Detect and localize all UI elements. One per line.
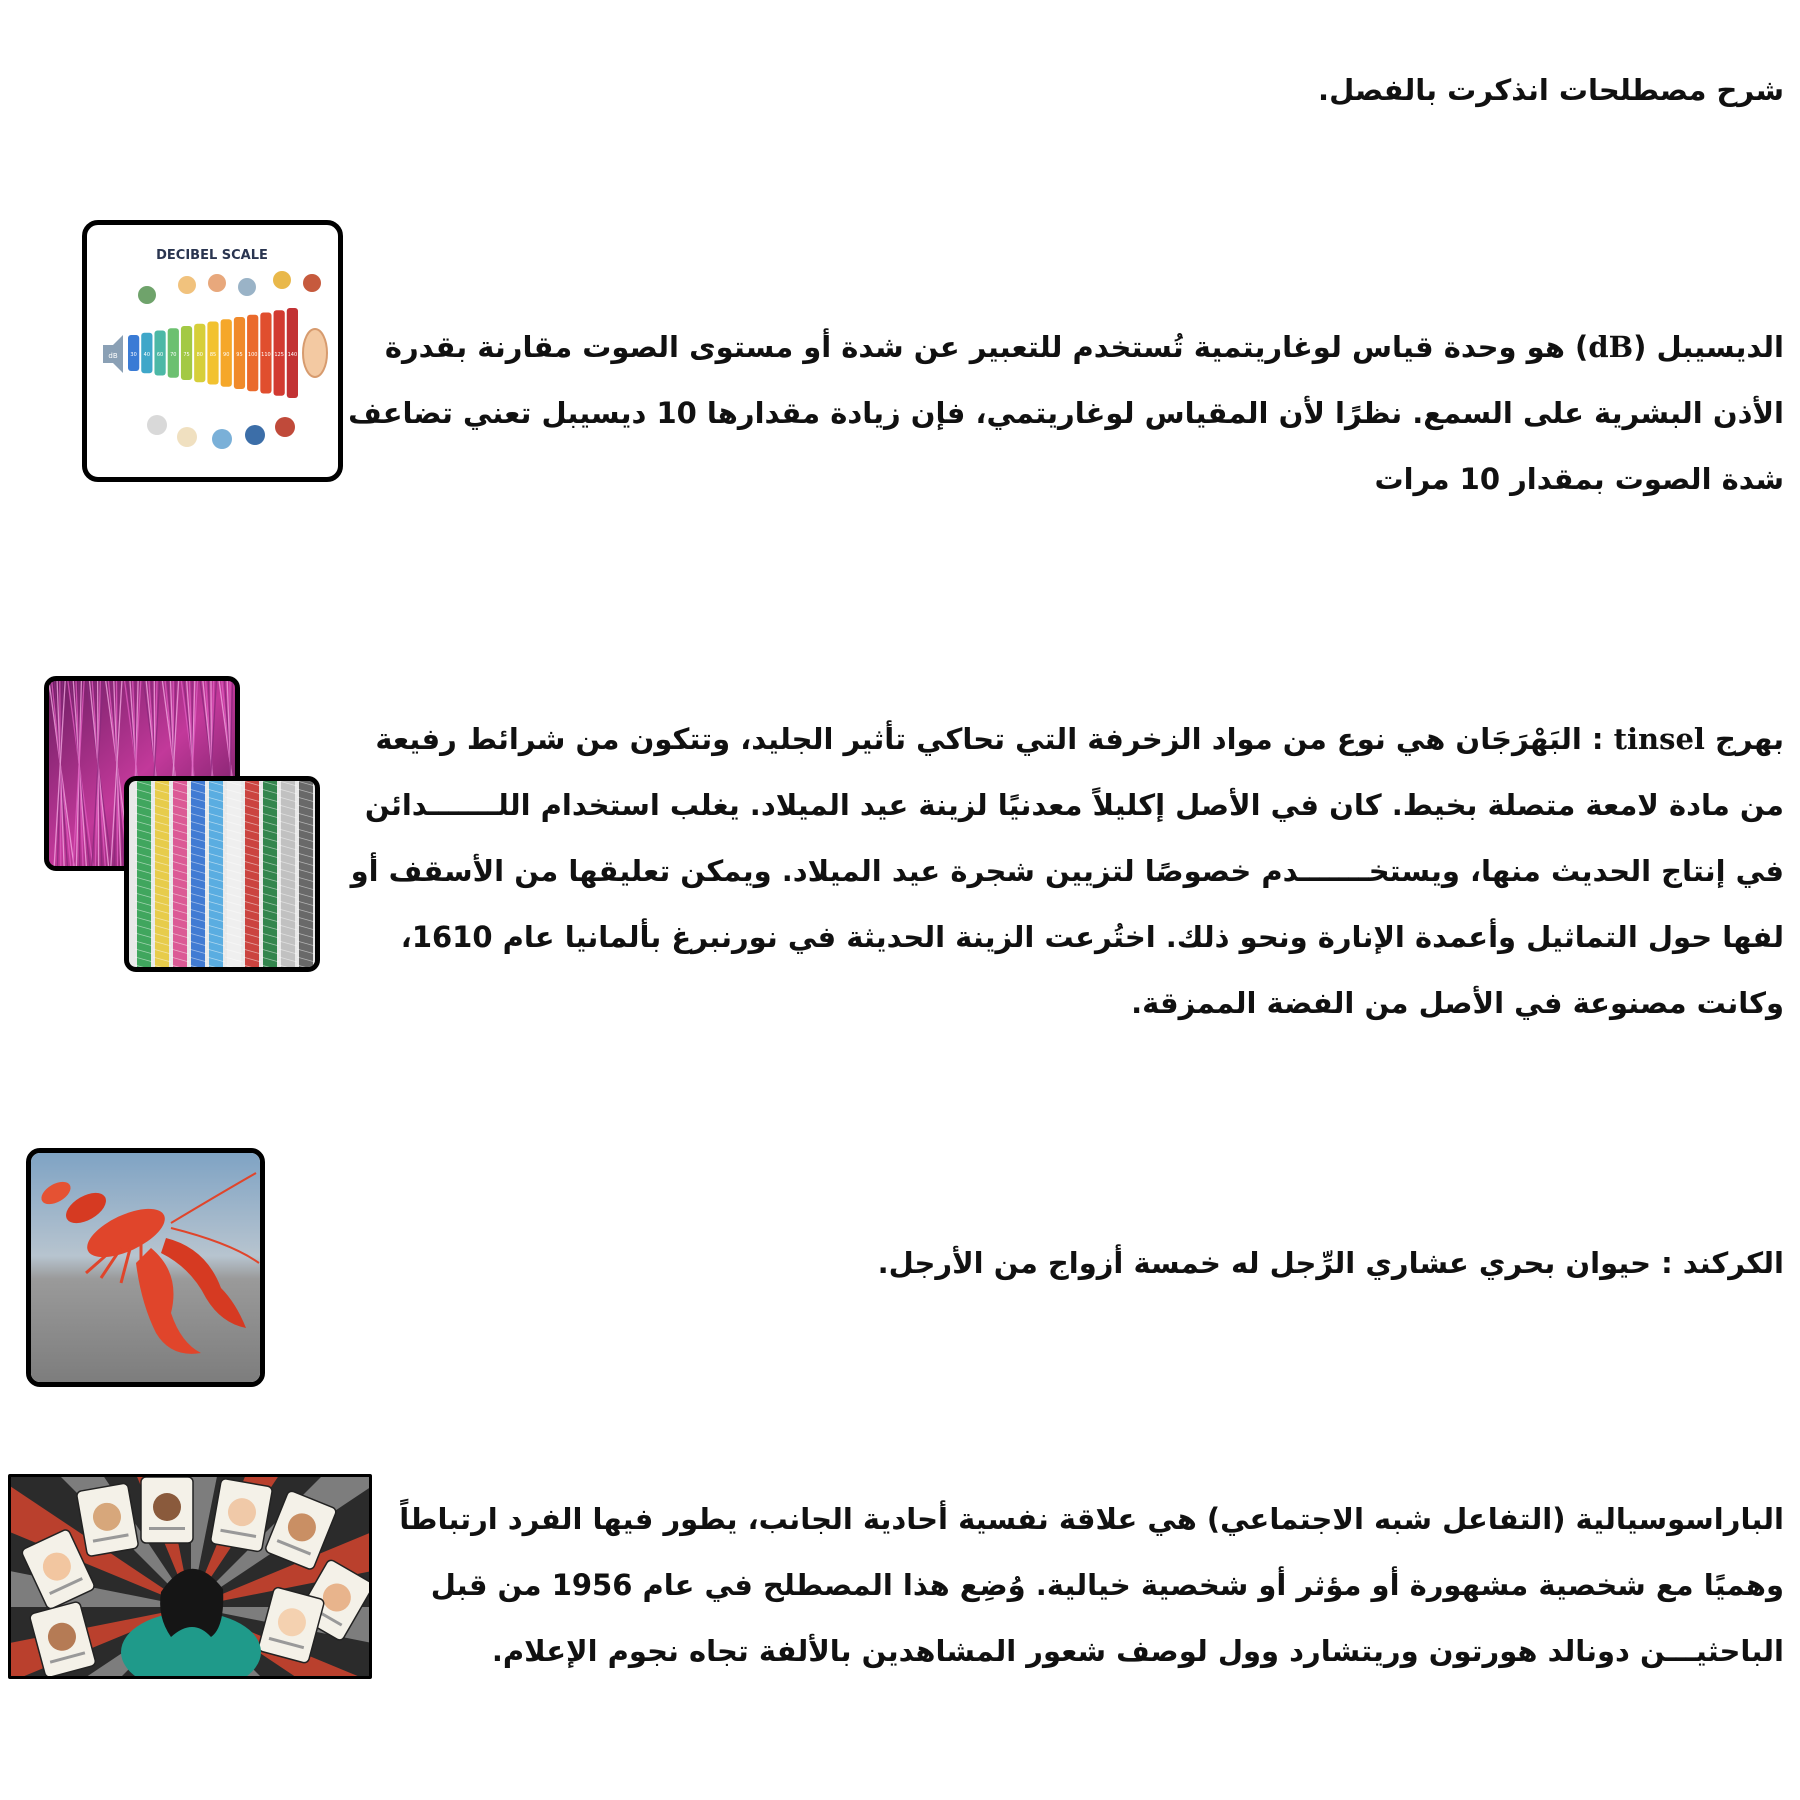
trumpet-icon [273,271,291,289]
decibel-unit-label: dB [108,352,118,360]
parasocial-illustration [11,1477,369,1676]
decibel-bars [128,308,298,398]
tinsel-text-rest: : البَهْرَجَان هي نوع من مواد الزخرفة التي تحاكي تأثير الجليد، وتتكون من شرائط رفيعة من مادة لامعة متصلة بخيط. كان في الأصل إكليلاً معدنيًا لزينة عيد الميلاد. يغلب استخدام اللـــــــدائن في إنتاج الحديث منها، ويستخـــــــدم خصوصًا لتزيين شجرة عيد الميلاد. ويمكن تعليقها من الأسقف أو لفها حول التماثيل وأعمدة الإنارة ونحو ذلك. اختُرعت الزينة الحديثة في نورنبرغ بألمانيا عام 1610، وكانت مصنوعة في الأصل من الفضة الممزقة. [350,722,1784,1020]
tinsel-latin-term: tinsel [1613,722,1705,756]
dryer-icon [238,278,256,296]
decibel-scale-title: DECIBEL SCALE [156,248,268,263]
decibel-level-label: 30 [130,352,137,358]
decibel-definition [344,314,1784,512]
decibel-level-label: 70 [170,352,177,358]
ear-icon [303,329,327,377]
page-heading: شرح مصطلحات انذكرت بالفصل. [1318,73,1784,107]
tinsel-definition [334,706,1784,1036]
lobster-photo [31,1153,260,1382]
decibel-level-label: 85 [209,352,217,358]
parasocial-illustration-image [8,1474,372,1679]
lobster-definition: الكركند : حيوان بحري عشاري الرِّجل له خمسة أزواج من الأرجل. [877,1246,1784,1280]
decibel-text-rest: ) هو وحدة قياس لوغاريتمية تُستخدم للتعبير عن شدة أو مستوى الصوت مقارنة بقدرة الأذن البشرية على السمع. نظرًا لأن المقياس لوغاريتمي، فإن زيادة مقدارها 10 ديسيبل تعني تضاعف شدة الصوت بمقدار 10 مرات [348,330,1784,496]
person-icon [208,274,226,292]
leaf-icon [138,286,156,304]
decibel-level-label: 110 [261,352,271,358]
siren-icon [275,417,295,437]
decibel-level-label: 40 [143,352,151,358]
cup-icon [177,427,197,447]
decibel-level-label: 80 [196,352,203,358]
decibel-latin-term: dB [1588,330,1634,364]
colorful-tinsel-photo [129,781,315,967]
decibel-text-start: الديسيبل ( [1633,330,1784,364]
guitar-icon [303,274,321,292]
decibel-level-label: 125 [274,352,284,358]
lobster-image [26,1148,265,1387]
decibel-level-label: 95 [236,352,243,358]
decibel-level-label: 100 [247,352,258,358]
decibel-level-label: 60 [156,352,164,358]
decibel-scale-image [82,220,343,482]
car-icon [212,429,232,449]
decibel-level-label: 75 [183,352,190,358]
tinsel-text-start: بهرج [1704,722,1784,756]
decibel-level-label: 90 [223,352,230,358]
colorful-tinsel-image [124,776,320,972]
clock-icon [147,415,167,435]
decibel-scale-illustration [87,225,338,477]
face-icon [178,276,196,294]
vacuum-icon [245,425,265,445]
parasocial-definition: الباراسوسيالية (التفاعل شبه الاجتماعي) هي علاقة نفسية أحادية الجانب، يطور فيها الفرد ارتباطاً وهميًا مع شخصية مشهورة أو مؤثر أو شخصية خيالية. وُضِع هذا المصطلح في عام 1956 من قبل الباحثيـــن دونالد هورتون وريتشارد وول لوصف شعور المشاهدين بالألفة تجاه نجوم الإعلام. [399,1502,1784,1668]
decibel-level-label: 140 [287,352,298,358]
